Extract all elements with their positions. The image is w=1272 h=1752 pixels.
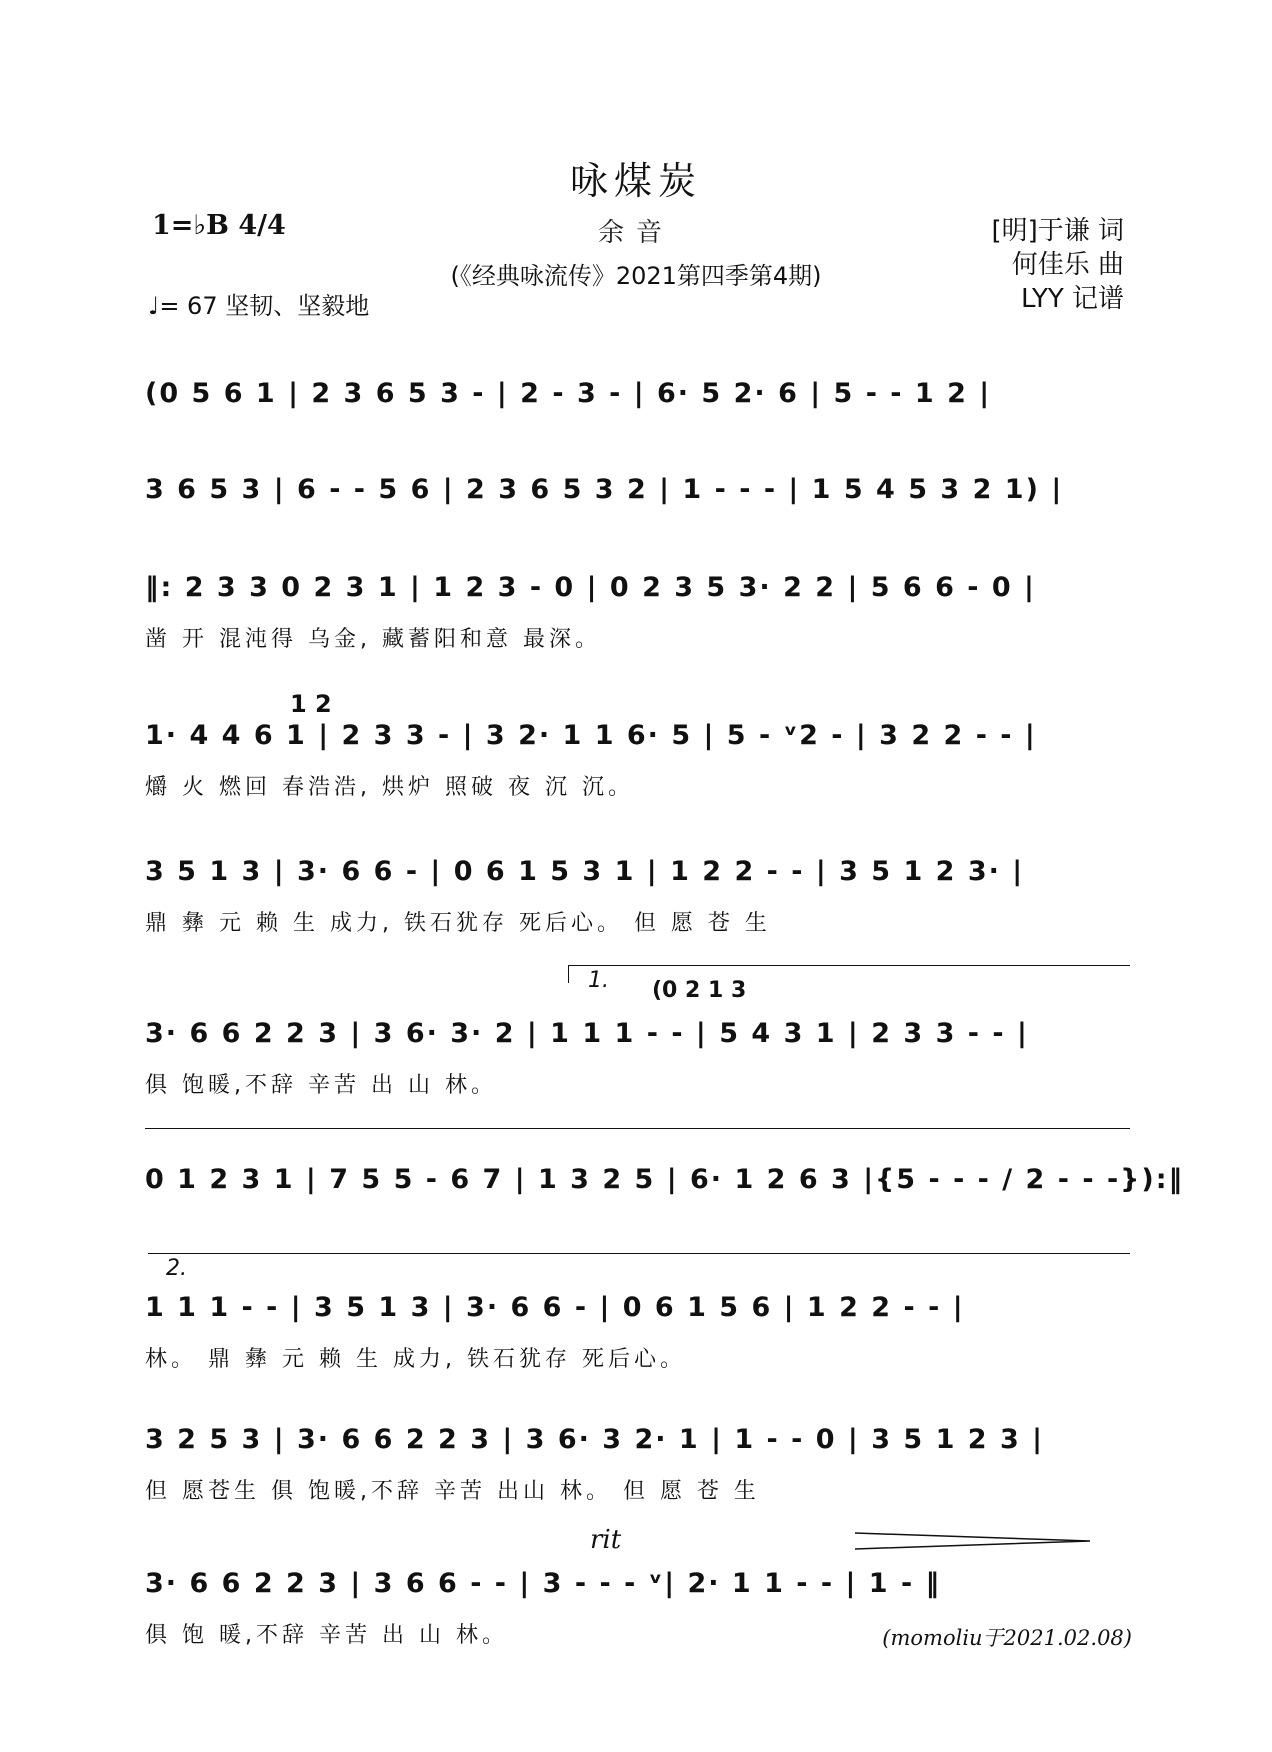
score-row-7: [145, 1164, 1185, 1220]
volta-1-label: 1.: [588, 968, 609, 993]
volta-1-hook: [568, 965, 569, 983]
score-row-4: [145, 720, 1130, 800]
rit-marking: rit: [590, 1525, 622, 1555]
key-signature: 1=♭B 4/4: [152, 210, 286, 241]
source-note: (《经典咏流传》2021第四季第4期): [450, 262, 822, 290]
volta-2-bracket: [148, 1253, 1130, 1254]
row-lyrics: 俱 饱暖,不辞 辛苦 出 山 林。: [145, 1073, 497, 1098]
score-row-3: [145, 572, 1130, 652]
row-lyrics: 凿 开 混沌得 乌金, 藏蓄阳和意 最深。: [145, 627, 601, 652]
upper-notes: 1 2: [290, 690, 332, 718]
row-lyrics: 爝 火 燃回 春浩浩, 烘炉 照破 夜 沉 沉。: [145, 775, 634, 800]
volta-1-notes: (0 2 1 3: [652, 978, 747, 1003]
page-title: 咏煤炭: [569, 159, 702, 203]
volta-2-label: 2.: [166, 1256, 187, 1281]
diminuendo-hairpin: [855, 1532, 1090, 1550]
transcriber-credit: LYY 记谱: [1020, 284, 1124, 314]
row-lyrics: 林。 鼎 彝 元 赖 生 成力, 铁石犹存 死后心。: [145, 1347, 686, 1372]
row-notes: 3 5 1 3 | 3· 6 6 - | 0 6 1 5 3 1 | 1 2 2 - - | 3 5 1 2 3· |: [145, 856, 1025, 887]
score-row-9: [145, 1424, 1130, 1504]
row-notes: 3· 6 6 2 2 3 | 3 6 6 - - | 3 - - - ᵛ| 2· 1 1 - - | 1 - ‖: [145, 1568, 942, 1599]
row-notes: 0 1 2 3 1 | 7 5 5 - 6 7 | 1 3 2 5 | 6· 1 2 6 3 |{5 - - - / 2 - - -}):‖: [145, 1164, 1185, 1195]
row-notes: ‖: 2 3 3 0 2 3 1 | 1 2 3 - 0 | 0 2 3 5 3· 2 2 | 5 6 6 - 0 |: [145, 572, 1036, 603]
lyricist-credit: [明]于谦 词: [991, 216, 1124, 246]
volta-1-continuation: [145, 1128, 1130, 1129]
row-lyrics: 鼎 彝 元 赖 生 成力, 铁石犹存 死后心。 但 愿 苍 生: [145, 911, 771, 936]
row-notes: 3 6 5 3 | 6 - - 5 6 | 2 3 6 5 3 2 | 1 - - - | 1 5 4 5 3 2 1) |: [145, 474, 1064, 505]
tempo-marking: ♩= 67 坚韧、坚毅地: [148, 292, 370, 320]
row-notes: 3· 6 6 2 2 3 | 3 6· 3· 2 | 1 1 1 - - | 5 4 3 1 | 2 3 3 - - |: [145, 1018, 1029, 1049]
row-notes: 3 2 5 3 | 3· 6 6 2 2 3 | 3 6· 3 2· 1 | 1 - - 0 | 3 5 1 2 3 |: [145, 1424, 1044, 1455]
score-row-1: [145, 378, 1130, 434]
row-notes: 1 1 1 - - | 3 5 1 3 | 3· 6 6 - | 0 6 1 5 6 | 1 2 2 - - |: [145, 1292, 965, 1323]
volta-1-bracket: [568, 965, 1130, 966]
row-notes: (0 5 6 1 | 2 3 6 5 3 - | 2 - 3 - | 6· 5 2· 6 | 5 - - 1 2 |: [145, 378, 992, 409]
score-row-8: [145, 1292, 1130, 1372]
score-row-2: [145, 474, 1130, 530]
row-lyrics: 但 愿苍生 俱 饱暖,不辞 辛苦 出山 林。 但 愿 苍 生: [145, 1479, 760, 1504]
row-notes: 1· 4 4 6 1 | 2 3 3 - | 3 2· 1 1 6· 5 | 5 - ᵛ2 - | 3 2 2 - - |: [145, 720, 1037, 751]
score-row-6: [145, 1018, 1130, 1098]
transcription-signature: (momoliu于2021.02.08): [882, 1626, 1132, 1650]
row-lyrics: 俱 饱 暖,不辞 辛苦 出 山 林。: [145, 1623, 508, 1648]
composer-credit: 何佳乐 曲: [1011, 250, 1124, 280]
singer-name: 余音: [597, 218, 674, 248]
score-row-5: [145, 856, 1130, 936]
